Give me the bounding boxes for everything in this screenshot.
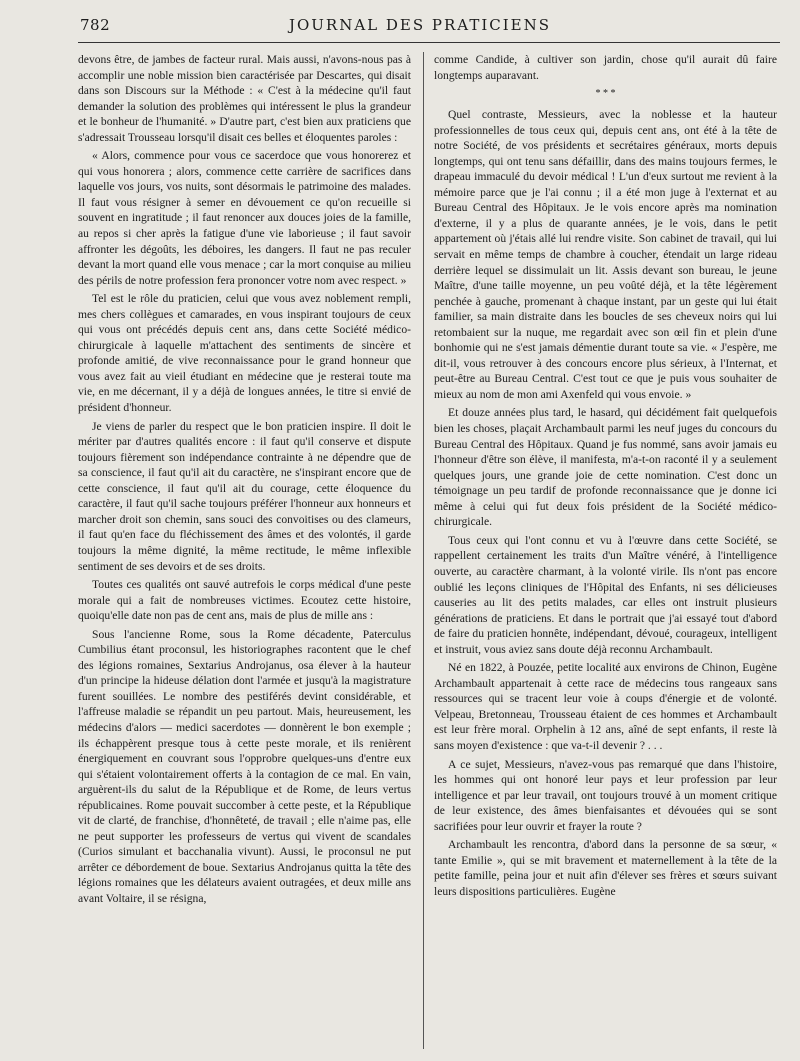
journal-title: JOURNAL DES PRATICIENS [288, 16, 552, 34]
paragraph: Tous ceux qui l'ont connu et vu à l'œuvre dans cette Société, se rappellent certainement les traits d'un Maître vénéré, à l'intelligence ouverte, au caractère charmant, à la volonté virile. Ils n'ont pas encore oublié les leçons cliniques de l'Hôpital des Enfants, ni ses délicieuses causeries au lit des petits malades, car elles ont instruit plusieurs générations de praticiens. Et dans le portrait que j'ai essayé tout d'abord de faire du praticien honnête, indépendant, dévoué, courageux, intelligent et instruit, vous aviez sans doute déjà reconnu Archambault. [434, 533, 777, 656]
paragraph: Sous l'ancienne Rome, sous la Rome décadente, Paterculus Cumbilius étant proconsul, les historiographes racontent que le chef des légions romaines, Sextarius Androjanus, osa élever à la hauteur d'un principe la hideuse délation dont l'armée et jusqu'à la magistrature furent souillées. Le nombre des pestiférés devint considérable, et l'affreuse maladie se répandit un peu partout. Mais, heureusement, les médecins d'alors — medici sacerdotes — donnèrent le bon exemple ; ils échappèrent presque tous à cette peste morale, et ils renièrent énergiquement en couvrant sous l'opprobre quelques-uns d'entre eux qui s'étaient volontairement offerts à la contagion de ce mal. En vain, arguèrent-ils du salut de la République et de Rome, de leurs vertus républicaines. Rome pouvait succomber à cette peste, et la République vit de clarté, de franchise, d'honnêteté, de travail ; elle n'aime pas, elle ne peut supporter les professeurs de vertus qui vivent de scandales (Curios simulant et bacchanalia vivunt). Aussi, le proconsul ne put arrêter ce débordement de boue. Sextarius Androjanus quitta la tête des légions romaines que les délateurs avaient outragées, et deux mille ans avant Voltaire, il se résigna, [78, 627, 411, 905]
right-column [434, 52, 777, 1053]
left-column [78, 52, 411, 1053]
paragraph: Je viens de parler du respect que le bon praticien inspire. Il doit le mériter par d'autres qualités encore : il faut qu'il conserve et dispute toujours fièrement son indépendance contrainte à ne dépendre que de sa conscience, il faut qu'il ait du caractère, ne s'inspirant encore que de cette conscience, il faut qu'il ait du courage, cette éloquence du caractère, il faut qu'il sache toujours préférer l'honneur aux honneurs et marcher droit son chemin, sans souci des convoitises ou des clameurs, il faut qu'en face du fléchissement des âmes et des volontés, il garde toujours la même dignité, la même rectitude, le même inflexible sentiment de ses devoirs et de ses droits. [78, 419, 411, 573]
paragraph: Quel contraste, Messieurs, avec la noblesse et la hauteur professionnelles de tous ceux qui, depuis cent ans, ont été à la tête de notre Société, de vos présidents et secrétaires généraux, morts depuis longtemps, qui ont tenu sans défaillir, dans des mains toujours fermes, le drapeau immaculé du devoir médical ! L'un d'eux surtout me revient à la mémoire parce que je l'ai connu ; il a été mon juge à l'externat et au Bureau Central des Hôpitaux. Je le vois encore après ma nomination d'externe, il y a plus de quarante années, je le vois, dans le petit appartement où j'étais allé lui rendre visite. Son cabinet de travail, qui lui servait en même temps de chambre à coucher, étendait un large rideau derrière lequel se dissimulait un lit. Assis devant son bureau, le jeune Maître, d'une taille moyenne, un peu voûté déjà, et la tête légèrement penchée à gauche, promenant à chaque instant, par un geste qui lui était familier, sa main distraite dans les boucles de ses cheveux noirs qui lui retombaient sur la nuque, me regardait avec son œil fin et plein d'une bonhomie qui ne s'est jamais démentie durant toute sa vie. « J'espère, me dit-il, vous retrouver à des concours encore plus sérieux, à l'Internat, et peut-être au Bureau Central. C'est tout ce que je puis vous souhaiter de mieux au nom de mon ami Axenfeld qui vous envoie. » [434, 108, 777, 401]
paragraph: Archambault les rencontra, d'abord dans la personne de sa sœur, « tante Emilie », qui se mit bravement et maternellement à la tête de la petite famille, peina jour et nuit afin d'élever ses frères et sœurs suivant leurs dispositions particulières. Eugène [434, 838, 777, 898]
paragraph: Né en 1822, à Pouzée, petite localité aux environs de Chinon, Eugène Archambault appartenait à cette race de médecins tous rangeaux sans ressources qui se tracent leur voie à coups d'énergie et de volonté. Velpeau, Bretonneau, Trousseau étaient de ces hommes et Archambault est leur frère moral. Orphelin à 12 ans, aîné de sept enfants, il reste là sans moyen d'existence : que va-t-il devenir ? . . . [434, 661, 777, 752]
paragraph: Toutes ces qualités ont sauvé autrefois le corps médical d'une peste morale qui a fait de nombreuses victimes. Ecoutez cette histoire, quoiqu'elle date non pas de cent ans, mais de plus de mille ans : [78, 578, 411, 623]
paragraph: devons être, de jambes de facteur rural. Mais aussi, n'avons-nous pas à accomplir une noble mission bien caractérisée par Descartes, qui disait dans son Discours sur la Méthode : « C'est à la médecine qu'il faut demander la solution des problèmes qui intéressent le plus la grandeur et le bonheur de l'humanité. » D'autre part, c'est bien aux praticiens que s'adressait Trousseau lorsqu'il disait ces belles et éloquentes paroles : [78, 53, 411, 144]
page-header [60, 14, 780, 40]
paragraph: A ce sujet, Messieurs, n'avez-vous pas remarqué que dans l'histoire, les hommes qui ont honoré leur pays et leur profession par leur intelligence et par leur travail, ont toujours trouvé à un moment critique de leur existence, des âmes bienfaisantes et dévouées qui se sont sacrifiées pour leur ouvrir et frayer la route ? [434, 757, 777, 833]
section-separator: * * * [595, 88, 616, 100]
page-number: 782 [80, 16, 111, 34]
paragraph: Tel est le rôle du praticien, celui que vous avez noblement rempli, mes chers collègues et camarades, en vous inspirant toujours de ceux qui vous ont précédés depuis cent ans, dans cette Société médico-chirurgicale à laquelle m'attachent des sentiments de sincère et profonde amitié, de vive reconnaissance pour le grand honneur que vous avez fait au vieil étudiant en médecine que je resterai toute ma vie, en me décernant, il y a déjà de longues années, le titre si envié de président d'honneur. [78, 292, 411, 415]
column-divider [423, 52, 424, 1049]
paragraph: comme Candide, à cultiver son jardin, chose qu'il aurait dû faire longtemps auparavant. [434, 53, 777, 82]
header-rule [78, 42, 780, 43]
paragraph: Et douze années plus tard, le hasard, qui décidément fait quelquefois bien les choses, plaçait Archambault parmi les neuf juges du concours du Bureau Central des Hôpitaux. Quand je fus nommé, sans avoir jamais eu l'honneur d'être son élève, il manifesta, m'a-t-on raconté il y a seulement quelques jours, une grande joie de cette nomination. C'est donc un témoignage un peu tardif de profonde reconnaissance que je donne ici même à celui qui fut deux fois président de la Société médico-chirurgicale. [434, 406, 777, 529]
paragraph: « Alors, commence pour vous ce sacerdoce que vous honorerez et qui vous honorera ; alors, commence cette carrière de sacrifices dans laquelle vos jours, vos nuits, sont désormais le patrimoine des malades. Il faut vous résigner à semer en dévouement ce qu'on recueille si souvent en ingratitude ; il faut renoncer aux douces joies de la famille, au repos si cher après la fatigue d'une vie laborieuse ; il faut savoir affronter les dégoûts, les déboires, les dangers. Il faut ne pas reculer devant la mort quand elle vous menace ; car la mort conquise au milieu des périls de notre profession fera prononcer votre nom avec respect. » [78, 149, 411, 287]
